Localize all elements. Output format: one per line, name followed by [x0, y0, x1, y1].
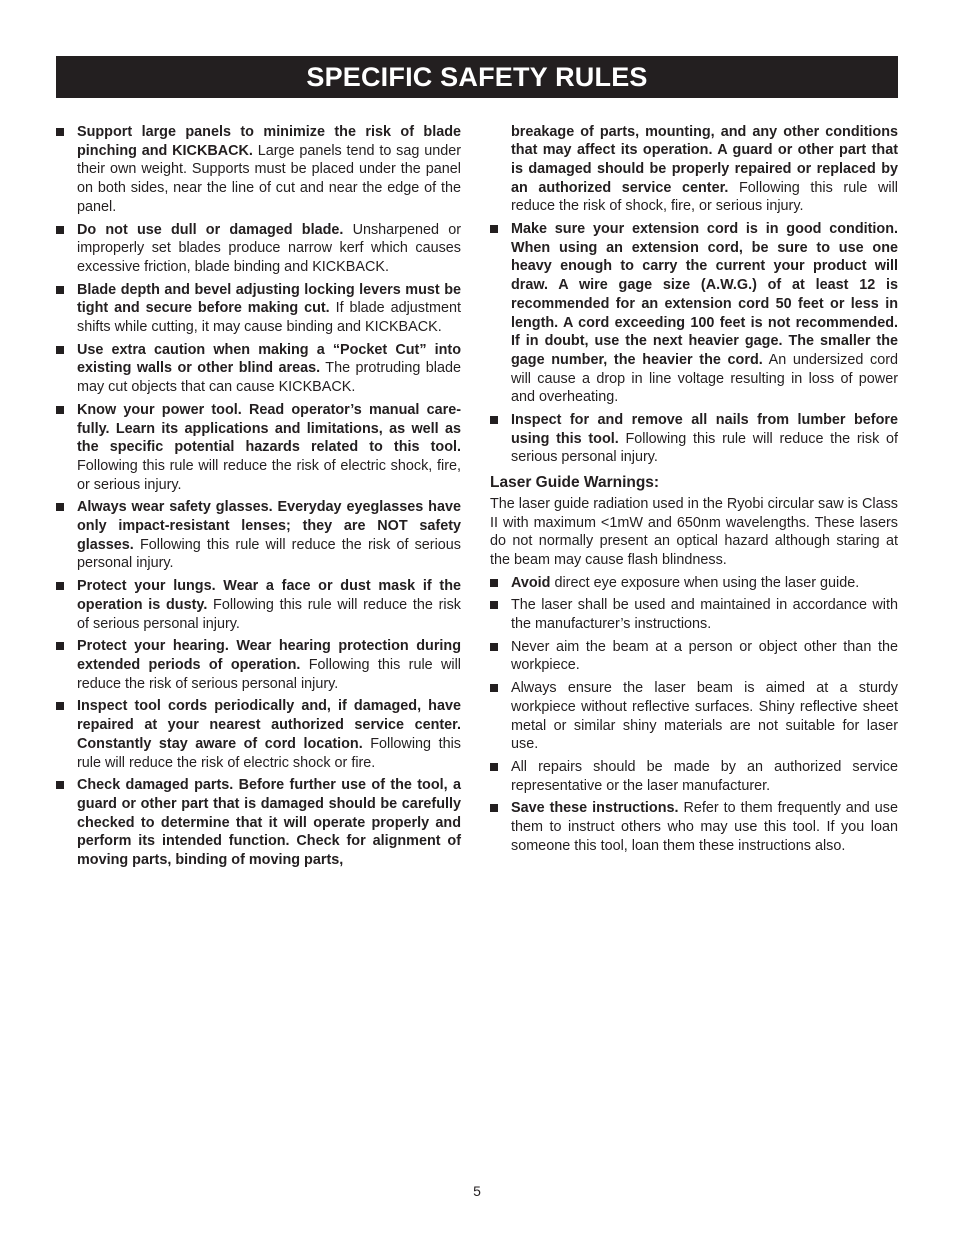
rule-bold-text: Avoid [511, 574, 551, 591]
rule-text: Unsharpened or improperly set blades produce narrow kerf which causes excessive friction, blade binding and KICKBACK. [77, 221, 462, 275]
rule-item [56, 697, 461, 772]
rule-text: Refer to them frequently and use them to instruct others who may use this tool. If you loan someone this tool, loan them these instructions also. [511, 800, 898, 854]
rule-item [56, 281, 461, 337]
square-bullet-icon [56, 286, 64, 294]
square-bullet-icon [56, 781, 64, 789]
right-column [490, 123, 898, 860]
rule-item [56, 401, 461, 495]
rule-item [56, 776, 461, 870]
rule-bold-text: Protect your lungs. Wear a face or dust mask if the operation is dusty. [77, 578, 461, 613]
rule-text: The protruding blade may cut objects that can cause KICKBACK. [77, 360, 461, 396]
rule-bold-text: Do not use dull or damaged blade. [77, 221, 344, 238]
rule-text: Always ensure the laser beam is aimed at a sturdy workpiece without reflective surfaces. Shiny reflective sheet metal or similar shiny materials are not suitable for laser use. [511, 680, 898, 753]
title-banner [56, 56, 898, 98]
rule-item [56, 221, 461, 277]
rule-item [56, 341, 461, 397]
square-bullet-icon [490, 601, 498, 609]
rule-text: Following this rule will reduce the risk of serious personal injury. [77, 656, 462, 692]
rule-item [490, 638, 898, 675]
rule-bold-text: Use extra caution when making a “Pocket Cut” into existing walls or other blind areas. [77, 341, 461, 377]
rule-text: If blade adjustment shifts while cutting, it may cause binding and KICKBACK. [77, 300, 461, 336]
rule-text: An undersized cord will cause a drop in line voltage resulting in loss of power and overheating. [511, 351, 899, 406]
rule-item [56, 498, 461, 573]
square-bullet-icon [56, 128, 64, 136]
rule-text: Following this rule will reduce the risk of shock, fire, or serious injury. [511, 179, 898, 215]
square-bullet-icon [490, 763, 498, 771]
square-bullet-icon [56, 406, 64, 414]
rule-text: The laser shall be used and maintained in accordance with the manufacturer’s instructions. [511, 597, 898, 633]
page-title: SPECIFIC SAFETY RULES [306, 61, 648, 92]
rule-text: Following this rule will reduce the risk of serious personal injury. [77, 536, 461, 572]
rule-text: Following this rule will reduce the risk of electric shock or fire. [77, 735, 461, 771]
square-bullet-icon [490, 804, 498, 812]
laser-heading: Laser Guide Warnings: [490, 474, 660, 492]
rule-bold-text: Protect your hearing. Wear hearing protection during extended periods of operation. [77, 638, 461, 673]
laser-rules-list [490, 574, 898, 856]
continued-rule [490, 123, 898, 217]
square-bullet-icon [490, 416, 498, 424]
rule-item [490, 411, 898, 467]
laser-intro: The laser guide radiation used in the Ryobi circular saw is Class II with maximum <1mW and 650nm wavelengths. These lasers do not normally present an optical hazard although staring at the beam may cause flash blindness. [490, 495, 898, 568]
right-rules-list [490, 220, 898, 467]
rule-text: Large panels tend to sag under their own weight. Supports must be placed under the panel on both sides, near the line of cut and near the edge of the panel. [77, 142, 461, 215]
square-bullet-icon [56, 346, 64, 354]
rule-bold-text: Check damaged parts. Before further use of the tool, a guard or other part that is damaged should be carefully checked to determine that it will operate properly and perform its intended function. Check for alignment of moving parts, binding of moving parts, [77, 777, 461, 869]
rule-bold-text: Always wear safety glasses. Everyday eyeglasses have only impact-resistant lenses; they are NOT safety glasses. [77, 499, 461, 553]
rule-bold-text: Know your power tool. Read operator’s manual care-fully. Learn its applications and limitations, as well as the specific potential hazards related to this tool. [77, 401, 461, 456]
rule-text: Never aim the beam at a person or object other than the workpiece. [511, 638, 898, 674]
square-bullet-icon [56, 702, 64, 710]
rule-item [56, 577, 461, 633]
rule-bold-text: Save these instructions. [511, 800, 679, 817]
rule-item [56, 123, 461, 217]
rule-text: Following this rule will reduce the risk of serious personal injury. [511, 430, 898, 466]
square-bullet-icon [490, 684, 498, 692]
rule-bold-text: breakage of parts, mounting, and any other conditions that may affect its operation. A guard or other part that is damaged should be properly repaired or replaced by an authorized service center. [511, 123, 898, 196]
square-bullet-icon [56, 503, 64, 511]
left-column [56, 123, 461, 874]
rule-text: Following this rule will reduce the risk of electric shock, fire, or serious injury. [77, 457, 461, 493]
square-bullet-icon [490, 643, 498, 651]
square-bullet-icon [490, 225, 498, 233]
page-number: 5 [473, 1183, 481, 1199]
square-bullet-icon [490, 579, 498, 587]
square-bullet-icon [56, 226, 64, 234]
rule-text: Following this rule will reduce the risk of serious personal injury. [77, 596, 461, 632]
rule-bold-text: Inspect for and remove all nails from lumber before using this tool. [511, 412, 898, 447]
square-bullet-icon [56, 642, 64, 650]
rule-bold-text: Make sure your extension cord is in good condition. When using an extension cord, be sure to use one heavy enough to carry the current your product will draw. A wire gage size (A.W.G.) of at least 12 is recommended for an extension cord 50 feet or less in length. A cord exceeding 100 feet is not recommended. If in doubt, use the next heavier gage. The smaller the gage number, the heavier the cord. [511, 221, 898, 368]
rule-bold-text: Blade depth and bevel adjusting locking levers must be tight and secure before making cut. [77, 281, 461, 317]
rule-item [490, 596, 898, 633]
rule-item [490, 679, 898, 754]
rule-text: direct eye exposure when using the laser guide. [550, 574, 860, 591]
rule-item [56, 637, 461, 693]
rule-item [490, 574, 898, 593]
rule-text: All repairs should be made by an authorized service representative or the laser manufacturer. [511, 759, 898, 794]
rule-bold-text: Support large panels to minimize the risk of blade pinching and KICKBACK. [77, 124, 461, 159]
rule-item [490, 799, 898, 855]
rule-bold-text: Inspect tool cords periodically and, if damaged, have repaired at your nearest authorized service center. Constantly stay aware of cord location. [77, 698, 461, 752]
rule-item [490, 758, 898, 795]
rule-item [490, 220, 898, 407]
square-bullet-icon [56, 582, 64, 590]
